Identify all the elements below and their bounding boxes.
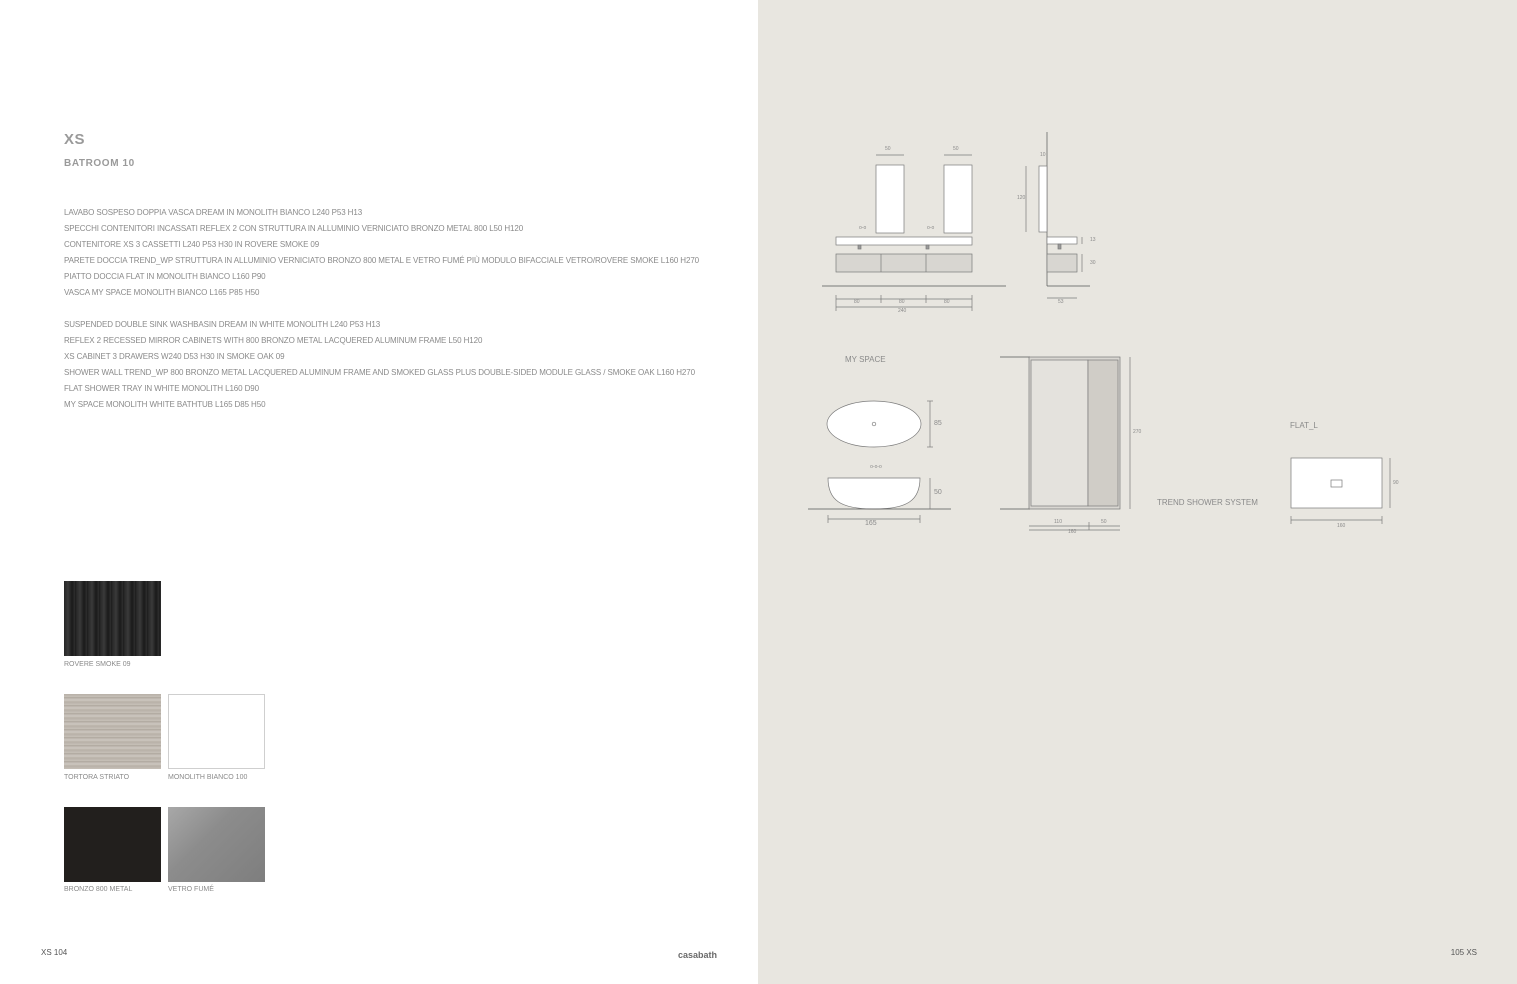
swatch-bronzo-metal: [64, 807, 161, 882]
page-subtitle: BATROOM 10: [64, 158, 135, 169]
description-line: CONTENITORE XS 3 CASSETTI L240 P53 H30 IN ROVERE SMOKE 09: [64, 240, 320, 249]
description-line: XS CABINET 3 DRAWERS W240 D53 H30 IN SMOKE OAK 09: [64, 352, 285, 361]
page-number-right: 105 XS: [1450, 948, 1477, 957]
swatch-label: BRONZO 800 METAL: [64, 886, 133, 893]
description-english: [64, 317, 695, 413]
description-italian: [64, 205, 699, 301]
left-page: [0, 0, 758, 984]
description-line: SUSPENDED DOUBLE SINK WASHBASIN DREAM IN WHITE MONOLITH L240 P53 H13: [64, 320, 381, 329]
bathtub-drawing: [808, 401, 951, 523]
brand-logo: casabath: [678, 950, 718, 960]
dimension-label: 50: [1101, 519, 1107, 525]
flat-tray-label: FLAT_L: [1290, 421, 1318, 430]
dimension-label: 50: [953, 146, 959, 152]
description-line: LAVABO SOSPESO DOPPIA VASCA DREAM IN MONOLITH BIANCO L240 P53 H13: [64, 208, 363, 217]
swatch-tortora-striato: [64, 694, 161, 769]
swatch-label: TORTORA STRIATO: [64, 774, 130, 781]
dimension-label: 13: [1090, 237, 1096, 243]
swatch-label: ROVERE SMOKE 09: [64, 661, 131, 668]
dimension-label: 165: [865, 520, 877, 527]
description-line: PIATTO DOCCIA FLAT IN MONOLITH BIANCO L160 P90: [64, 272, 266, 281]
dimension-label: 240: [898, 308, 907, 314]
dimension-label: 90: [1393, 480, 1399, 486]
dimension-label: 270: [1133, 429, 1142, 435]
dimension-label: 80: [899, 299, 905, 305]
trend-shower-label: TREND SHOWER SYSTEM: [1157, 498, 1258, 507]
dimension-label: 80: [854, 299, 860, 305]
description-line: PARETE DOCCIA TREND_WP STRUTTURA IN ALLUMINIO VERNICIATO BRONZO 800 METAL E VETRO FUMÉ PIÙ MODULO BIFACCIALE VETRO/ROVERE SMOKE L160 H270: [64, 256, 700, 265]
shower-tray-drawing: [1291, 458, 1390, 524]
dimension-label: 110: [1054, 519, 1062, 525]
swatch-rovere-smoke: [64, 581, 161, 656]
description-line: MY SPACE MONOLITH WHITE BATHTUB L165 D85 H50: [64, 400, 266, 409]
dimension-label: 160: [1068, 529, 1077, 535]
my-space-label: MY SPACE: [845, 355, 886, 364]
dimension-label: 85: [934, 420, 942, 427]
swatch-vetro-fume: [168, 807, 265, 882]
svg-text:o-o-o: o-o-o: [870, 464, 882, 470]
description-line: FLAT SHOWER TRAY IN WHITE MONOLITH L160 D90: [64, 384, 260, 393]
description-line: REFLEX 2 RECESSED MIRROR CABINETS WITH 800 BRONZO METAL LACQUERED ALUMINUM FRAME L50 H120: [64, 336, 483, 345]
dimension-label: 50: [885, 146, 891, 152]
dimension-label: 30: [1090, 260, 1096, 266]
swatch-label: MONOLITH BIANCO 100: [168, 774, 248, 781]
technical-drawings: [758, 0, 1517, 984]
svg-text:o-o: o-o: [859, 225, 867, 231]
description-line: SPECCHI CONTENITORI INCASSATI REFLEX 2 CON STRUTTURA IN ALLUMINIO VERNICIATO BRONZO METAL 800 L50 H120: [64, 224, 524, 233]
swatch-label: VETRO FUMÉ: [168, 886, 214, 893]
vanity-side-drawing: [1026, 132, 1090, 298]
description-line: SHOWER WALL TREND_WP 800 BRONZO METAL LACQUERED ALUMINUM FRAME AND SMOKED GLASS PLUS DOUBLE-SIDED MODULE GLASS / SMOKE OAK L160 H270: [64, 368, 695, 377]
dimension-label: 50: [934, 489, 942, 496]
dimension-label: 10: [1040, 152, 1046, 158]
page-title: XS: [64, 131, 86, 148]
vanity-front-drawing: [822, 155, 1006, 311]
shower-wall-drawing: [1000, 357, 1130, 530]
svg-text:o-o: o-o: [927, 225, 935, 231]
dimension-label: 120: [1017, 195, 1026, 201]
dimension-label: 80: [944, 299, 950, 305]
description-line: VASCA MY SPACE MONOLITH BIANCO L165 P85 H50: [64, 288, 260, 297]
dimension-label: 160: [1337, 523, 1346, 529]
swatch-monolith-bianco: [168, 694, 265, 769]
page-number-left: XS 104: [41, 948, 68, 957]
dimension-label: 53: [1058, 299, 1064, 305]
right-page: [758, 0, 1517, 984]
